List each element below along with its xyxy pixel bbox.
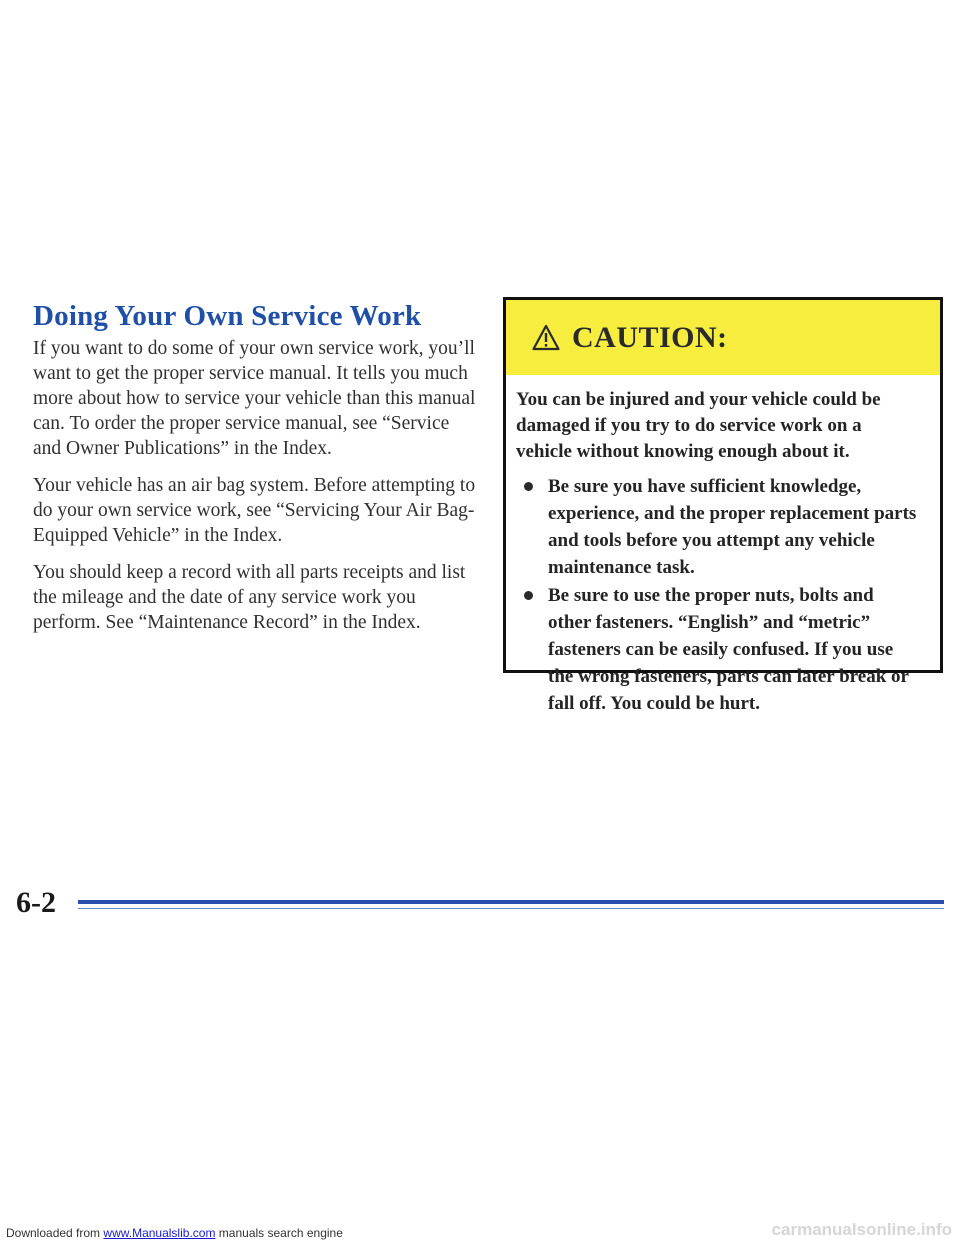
warning-triangle-icon: [532, 324, 560, 352]
caution-box: [503, 297, 943, 714]
bullet-icon: [524, 591, 533, 600]
page-rule-thin: [78, 908, 944, 909]
footer-suffix: manuals search engine: [218, 1226, 343, 1240]
caution-bullet-text: Be sure to use the proper nuts, bolts and other fasteners. “English” and “metric” fasteners can be easily confused. If you use the wrong fasteners, parts can later break or fall off. You could be hurt.: [548, 585, 909, 714]
page-rule: [78, 900, 944, 904]
paragraph-service-manual: If you want to do some of your own service work, you’ll want to get the proper service manual. It tells you much more about how to service your vehicle than this manual can. To order the proper service manual, see “Service and Owner Publications” in the Index.: [33, 338, 476, 459]
caution-intro: You can be injured and your vehicle could be damaged if you try to do service work on a vehicle without knowing enough about it.: [516, 389, 881, 462]
caution-bullet-text: Be sure you have sufficient knowledge, experience, and the proper replacement parts and tools before you attempt any vehicle maintenance task.: [548, 476, 917, 578]
caution-bullet-item: [516, 582, 918, 717]
paragraph-air-bag: Your vehicle has an air bag system. Before attempting to do your own service work, see “Servicing Your Air Bag-Equipped Vehicle” in the Index.: [33, 475, 476, 546]
site-watermark: carmanualsonline.info: [771, 1220, 952, 1239]
caution-list: [516, 473, 918, 717]
footer-prefix: Downloaded from: [6, 1226, 101, 1240]
download-footer: [6, 1226, 343, 1240]
body-text: [33, 336, 478, 647]
page-number: 6-2: [16, 886, 56, 919]
paragraph-maintenance-record: You should keep a record with all parts receipts and list the mileage and the date of any service work you perform. See “Maintenance Record” in the Index.: [33, 562, 466, 633]
manualslib-link[interactable]: www.Manualslib.com: [103, 1226, 216, 1240]
caution-title: CAUTION:: [572, 320, 728, 354]
caution-header: [506, 300, 940, 375]
bullet-icon: [524, 482, 533, 491]
section-heading: Doing Your Own Service Work: [33, 300, 422, 332]
caution-bullet-item: [516, 473, 918, 581]
caution-body: [506, 375, 940, 717]
